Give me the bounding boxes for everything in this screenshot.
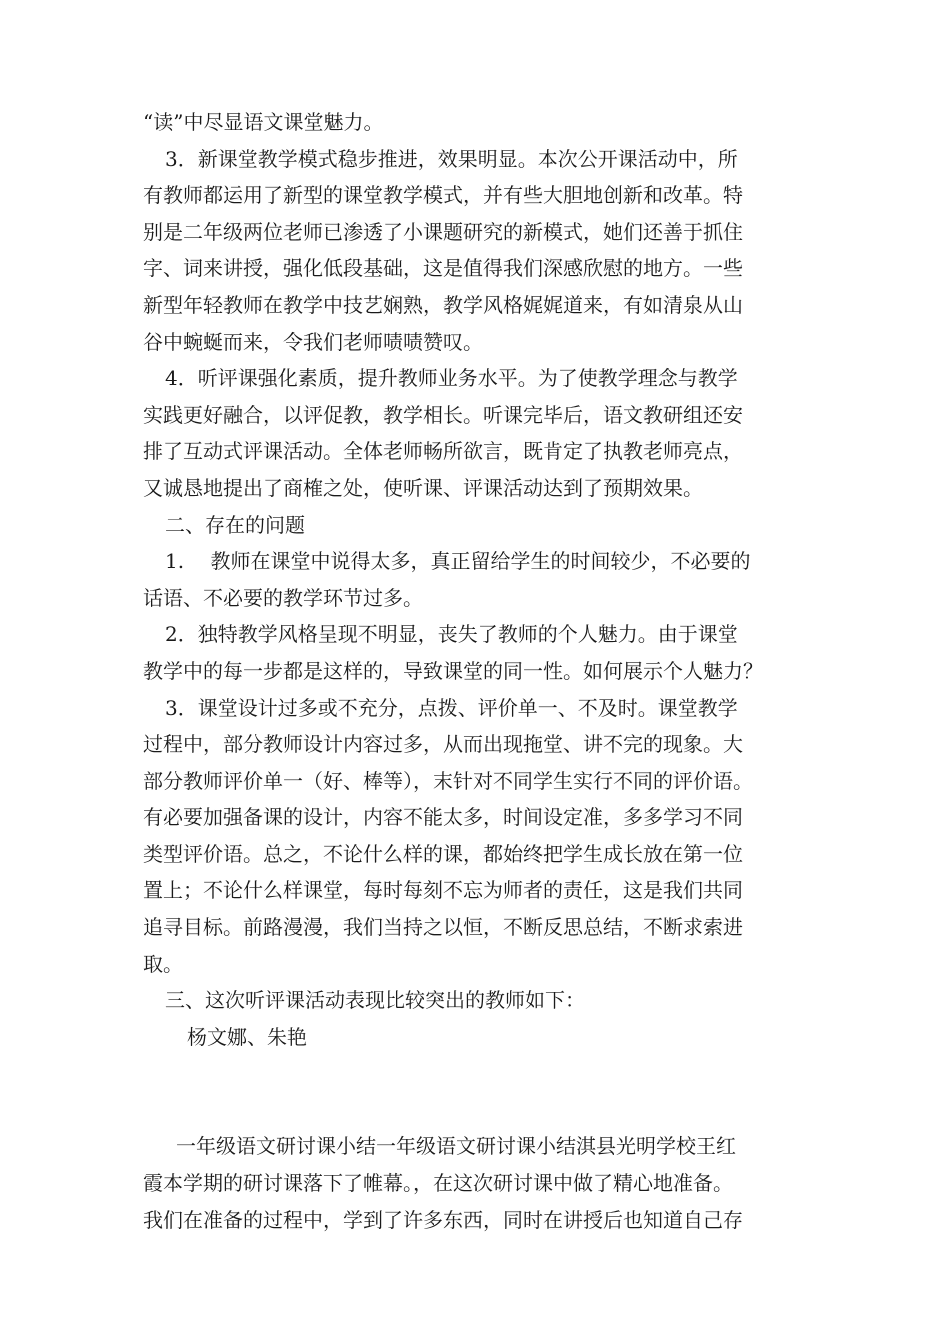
paragraph-line: 谷中蜿蜒而来，令我们老师啧啧赞叹。: [143, 329, 483, 354]
paragraph-line: “读”中尽显语文课堂魅力。: [143, 110, 384, 134]
paragraph-line: 取。: [143, 951, 183, 976]
paragraph-line: 1. 教师在课堂中说得太多，真正留给学生的时间较少，不必要的: [165, 549, 751, 574]
section-heading: 三、这次听评课活动表现比较突出的教师如下：: [165, 988, 585, 1013]
paragraph-line: 类型评价语。总之，不论什么样的课，都始终把学生成长放在第一位: [143, 841, 743, 866]
paragraph-line: 3．课堂设计过多或不充分，点拨、评价单一、不及时。课堂教学: [165, 695, 738, 720]
section-heading: 二、存在的问题: [165, 512, 305, 537]
paragraph-line: 别是二年级两位老师已渗透了小课题研究的新模式，她们还善于抓住: [143, 219, 743, 244]
summary-line: 一年级语文研讨课小结一年级语文研讨课小结淇县光明学校王红: [176, 1134, 736, 1159]
paragraph-line: 又诚恳地提出了商榷之处，使听课、评课活动达到了预期效果。: [143, 475, 703, 500]
paragraph-line: 追寻目标。前路漫漫，我们当持之以恒，不断反思总结，不断求索进: [143, 915, 743, 940]
paragraph-line: 有教师都运用了新型的课堂教学模式，并有些大胆地创新和改革。特: [143, 183, 743, 208]
teacher-names: 杨文娜、朱艳: [187, 1024, 307, 1049]
paragraph-line: 置上；不论什么样课堂，每时每刻不忘为师者的责任，这是我们共同: [143, 878, 743, 903]
paragraph-line: 2．独特教学风格呈现不明显，丧失了教师的个人魅力。由于课堂: [165, 622, 738, 647]
document-body: [143, 104, 823, 1238]
paragraph-line: 3．新课堂教学模式稳步推进，效果明显。本次公开课活动中，所: [165, 146, 738, 171]
paragraph-line: 过程中，部分教师设计内容过多，从而出现拖堂、讲不完的现象。大: [143, 732, 743, 757]
paragraph-line: 新型年轻教师在教学中技艺娴熟，教学风格娓娓道来，有如清泉从山: [143, 292, 743, 317]
paragraph-line: 有必要加强备课的设计，内容不能太多，时间设定准，多多学习不同: [143, 805, 743, 830]
paragraph-line: 话语、不必要的教学环节过多。: [143, 585, 423, 610]
paragraph-line: 实践更好融合，以评促教，教学相长。听课完毕后，语文教研组还安: [143, 402, 743, 427]
summary-line: 我们在准备的过程中，学到了许多东西，同时在讲授后也知道自己存: [143, 1207, 743, 1232]
summary-line: 霞本学期的研讨课落下了帷幕。，在这次研讨课中做了精心地准备。: [143, 1171, 733, 1196]
paragraph-line: 排了互动式评课活动。全体老师畅所欲言，既肯定了执教老师亮点，: [143, 439, 743, 464]
paragraph-line: 部分教师评价单一（好、棒等），末针对不同学生实行不同的评价语。: [143, 768, 753, 793]
paragraph-line: 教学中的每一步都是这样的，导致课堂的同一性。如何展示个人魅力？: [143, 658, 763, 683]
paragraph-line: 字、词来讲授，强化低段基础，这是值得我们深感欣慰的地方。一些: [143, 256, 743, 281]
spacer: [143, 1055, 823, 1128]
paragraph-line: 4．听评课强化素质，提升教师业务水平。为了使教学理念与教学: [165, 366, 738, 391]
